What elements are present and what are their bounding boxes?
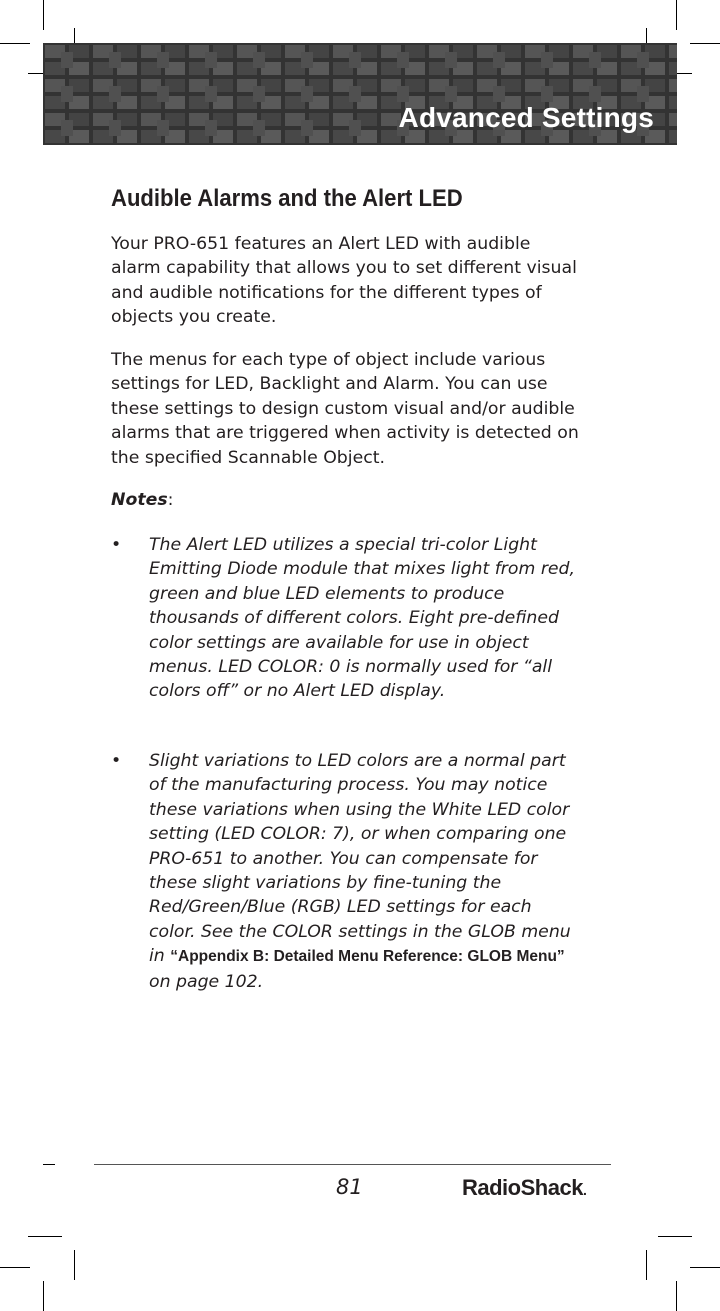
crop-mark xyxy=(690,1267,720,1268)
crop-mark xyxy=(0,43,30,44)
crop-mark xyxy=(43,1281,44,1311)
bullet-text xyxy=(149,749,577,994)
crop-mark xyxy=(43,1164,55,1165)
crop-mark xyxy=(74,1250,75,1280)
crop-mark xyxy=(658,1236,692,1237)
paragraph: Your PRO-651 features an Alert LED with audible alarm capability that allows you to set different visual and audible notifications for the different types of objects you create. xyxy=(111,234,577,328)
crop-mark xyxy=(676,0,677,30)
crop-mark xyxy=(690,43,720,44)
bullet-marker: • xyxy=(111,535,122,555)
section-title: Audible Alarms and the Alert LED xyxy=(111,185,463,212)
bullet-text-part: on page 102. xyxy=(149,971,264,992)
bullet-text-part: Slight variations to LED colors are a normal part of the manufacturing process. You may notice these variations when using the White LED color setting (LED COLOR: 7), or when comparing one PRO-651 to another. You can compensate for these slight variations by fine-tuning the Red/Green/Blue (RGB) LED settings for each color. See the COLOR settings in the GLOB menu in xyxy=(149,751,571,967)
footer-rule xyxy=(94,1164,611,1165)
crop-mark xyxy=(43,0,44,30)
crop-mark xyxy=(646,1250,647,1280)
bullet-text: The Alert LED utilizes a special tri-color Light Emitting Diode module that mixes light from red, green and blue LED elements to produce thousands of different colors. Eight pre-defined color settings are available for use in object menus. LED COLOR: 0 is normally used for “all colors off” or no Alert LED display. xyxy=(149,535,576,702)
bullet-marker: • xyxy=(111,751,122,771)
brand-name: RadioShack xyxy=(462,1175,583,1200)
paragraph: The menus for each type of object include various settings for LED, Backlight and Alarm. You can use these settings to design custom visual and/or audible alarms that are triggered when activity is detected on the specified Scannable Object. xyxy=(111,350,579,468)
crop-mark xyxy=(28,1236,62,1237)
brand-mark: . xyxy=(582,1182,587,1198)
header-title: Advanced Settings xyxy=(398,102,654,133)
brand-logo xyxy=(462,1175,586,1201)
cross-reference-link[interactable]: “Appendix B: Detailed Menu Reference: GLOB Menu” xyxy=(170,948,565,966)
notes-label: Notes xyxy=(111,490,168,510)
page-number: 81 xyxy=(336,1175,363,1199)
notes-heading xyxy=(111,490,173,510)
notes-colon: : xyxy=(167,490,174,510)
crop-mark xyxy=(676,1281,677,1311)
crop-mark xyxy=(0,1267,30,1268)
